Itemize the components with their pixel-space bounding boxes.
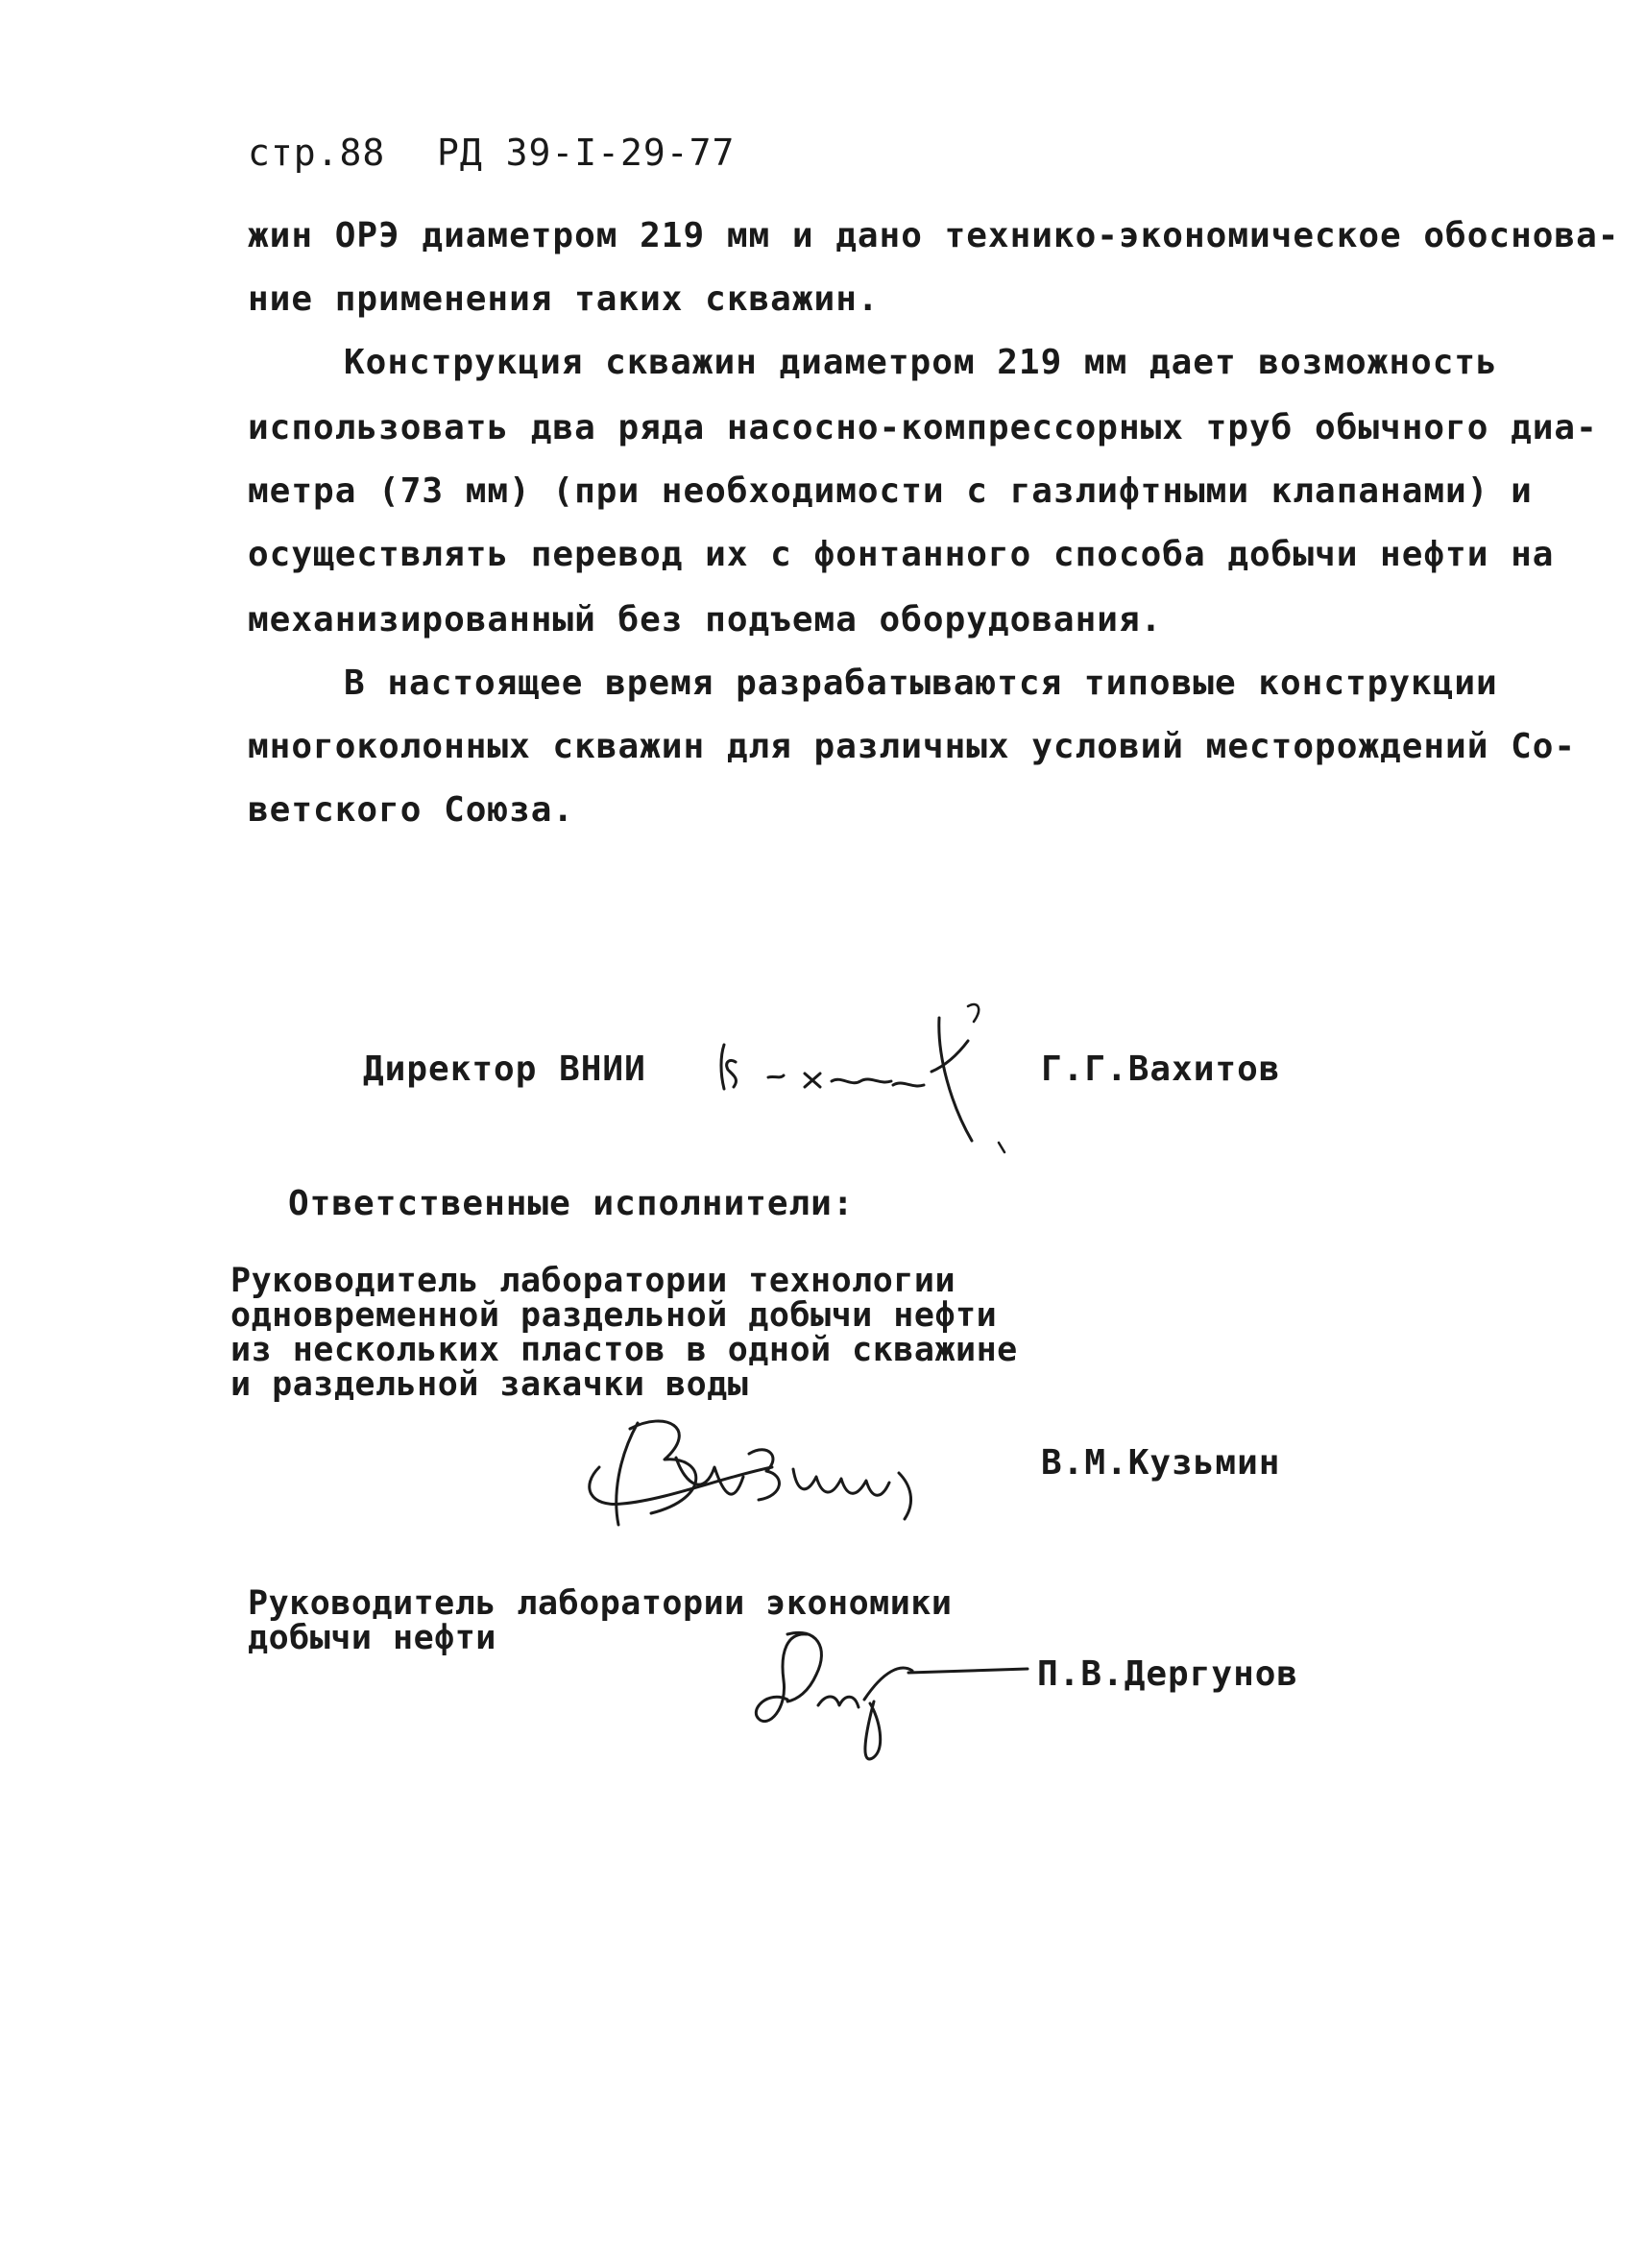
document-code: РД 39-I-29-77 [437, 132, 736, 174]
lab1-title-line-1: Руководитель лаборатории технологии [230, 1262, 956, 1300]
lab1-name: В.М.Кузьмин [1041, 1443, 1281, 1483]
body-line-1: жин ОРЭ диаметром 219 мм и дано технико-экономическое обоснова- [248, 216, 1620, 255]
director-title: Директор ВНИИ [363, 1050, 646, 1089]
body-line-7: механизированный без подъема оборудования. [248, 600, 1163, 639]
page-number: стр.88 [248, 132, 386, 174]
body-line-10: ветского Союза. [248, 790, 575, 830]
body-line-9: многоколонных скважин для различных условий месторождений Со- [248, 727, 1577, 766]
lab1-title [230, 1264, 1018, 1402]
body-line-3: Конструкция скважин диаметром 219 мм дает возможность [344, 343, 1498, 382]
lab1-title-line-4: и раздельной закачки воды [230, 1365, 749, 1404]
director-signature [711, 999, 1037, 1162]
lab1-title-line-3: из нескольких пластов в одной скважине [230, 1331, 1018, 1369]
lab2-name: П.В.Дергунов [1037, 1654, 1299, 1694]
lab2-signature [730, 1613, 1047, 1776]
responsible-heading: Ответственные исполнители: [288, 1184, 855, 1223]
lab2-title-line-1: Руководитель лаборатории экономики [248, 1584, 953, 1623]
lab1-title-line-2: одновременной раздельной добычи нефти [230, 1296, 998, 1335]
body-line-2: ние применения таких скважин. [248, 279, 880, 319]
body-line-5: метра (73 мм) (при необходимости с газлифтными клапанами) и [248, 471, 1533, 511]
body-line-4: использовать два ряда насосно-компрессорных труб обычного диа- [248, 408, 1598, 447]
body-line-8: В настоящее время разрабатываются типовые конструкции [344, 664, 1498, 703]
director-name: Г.Г.Вахитов [1041, 1050, 1281, 1089]
lab1-signature [580, 1400, 964, 1534]
body-line-6: осуществлять перевод их с фонтанного способа добычи нефти на [248, 535, 1555, 574]
lab2-title-line-2: добычи нефти [248, 1619, 496, 1657]
